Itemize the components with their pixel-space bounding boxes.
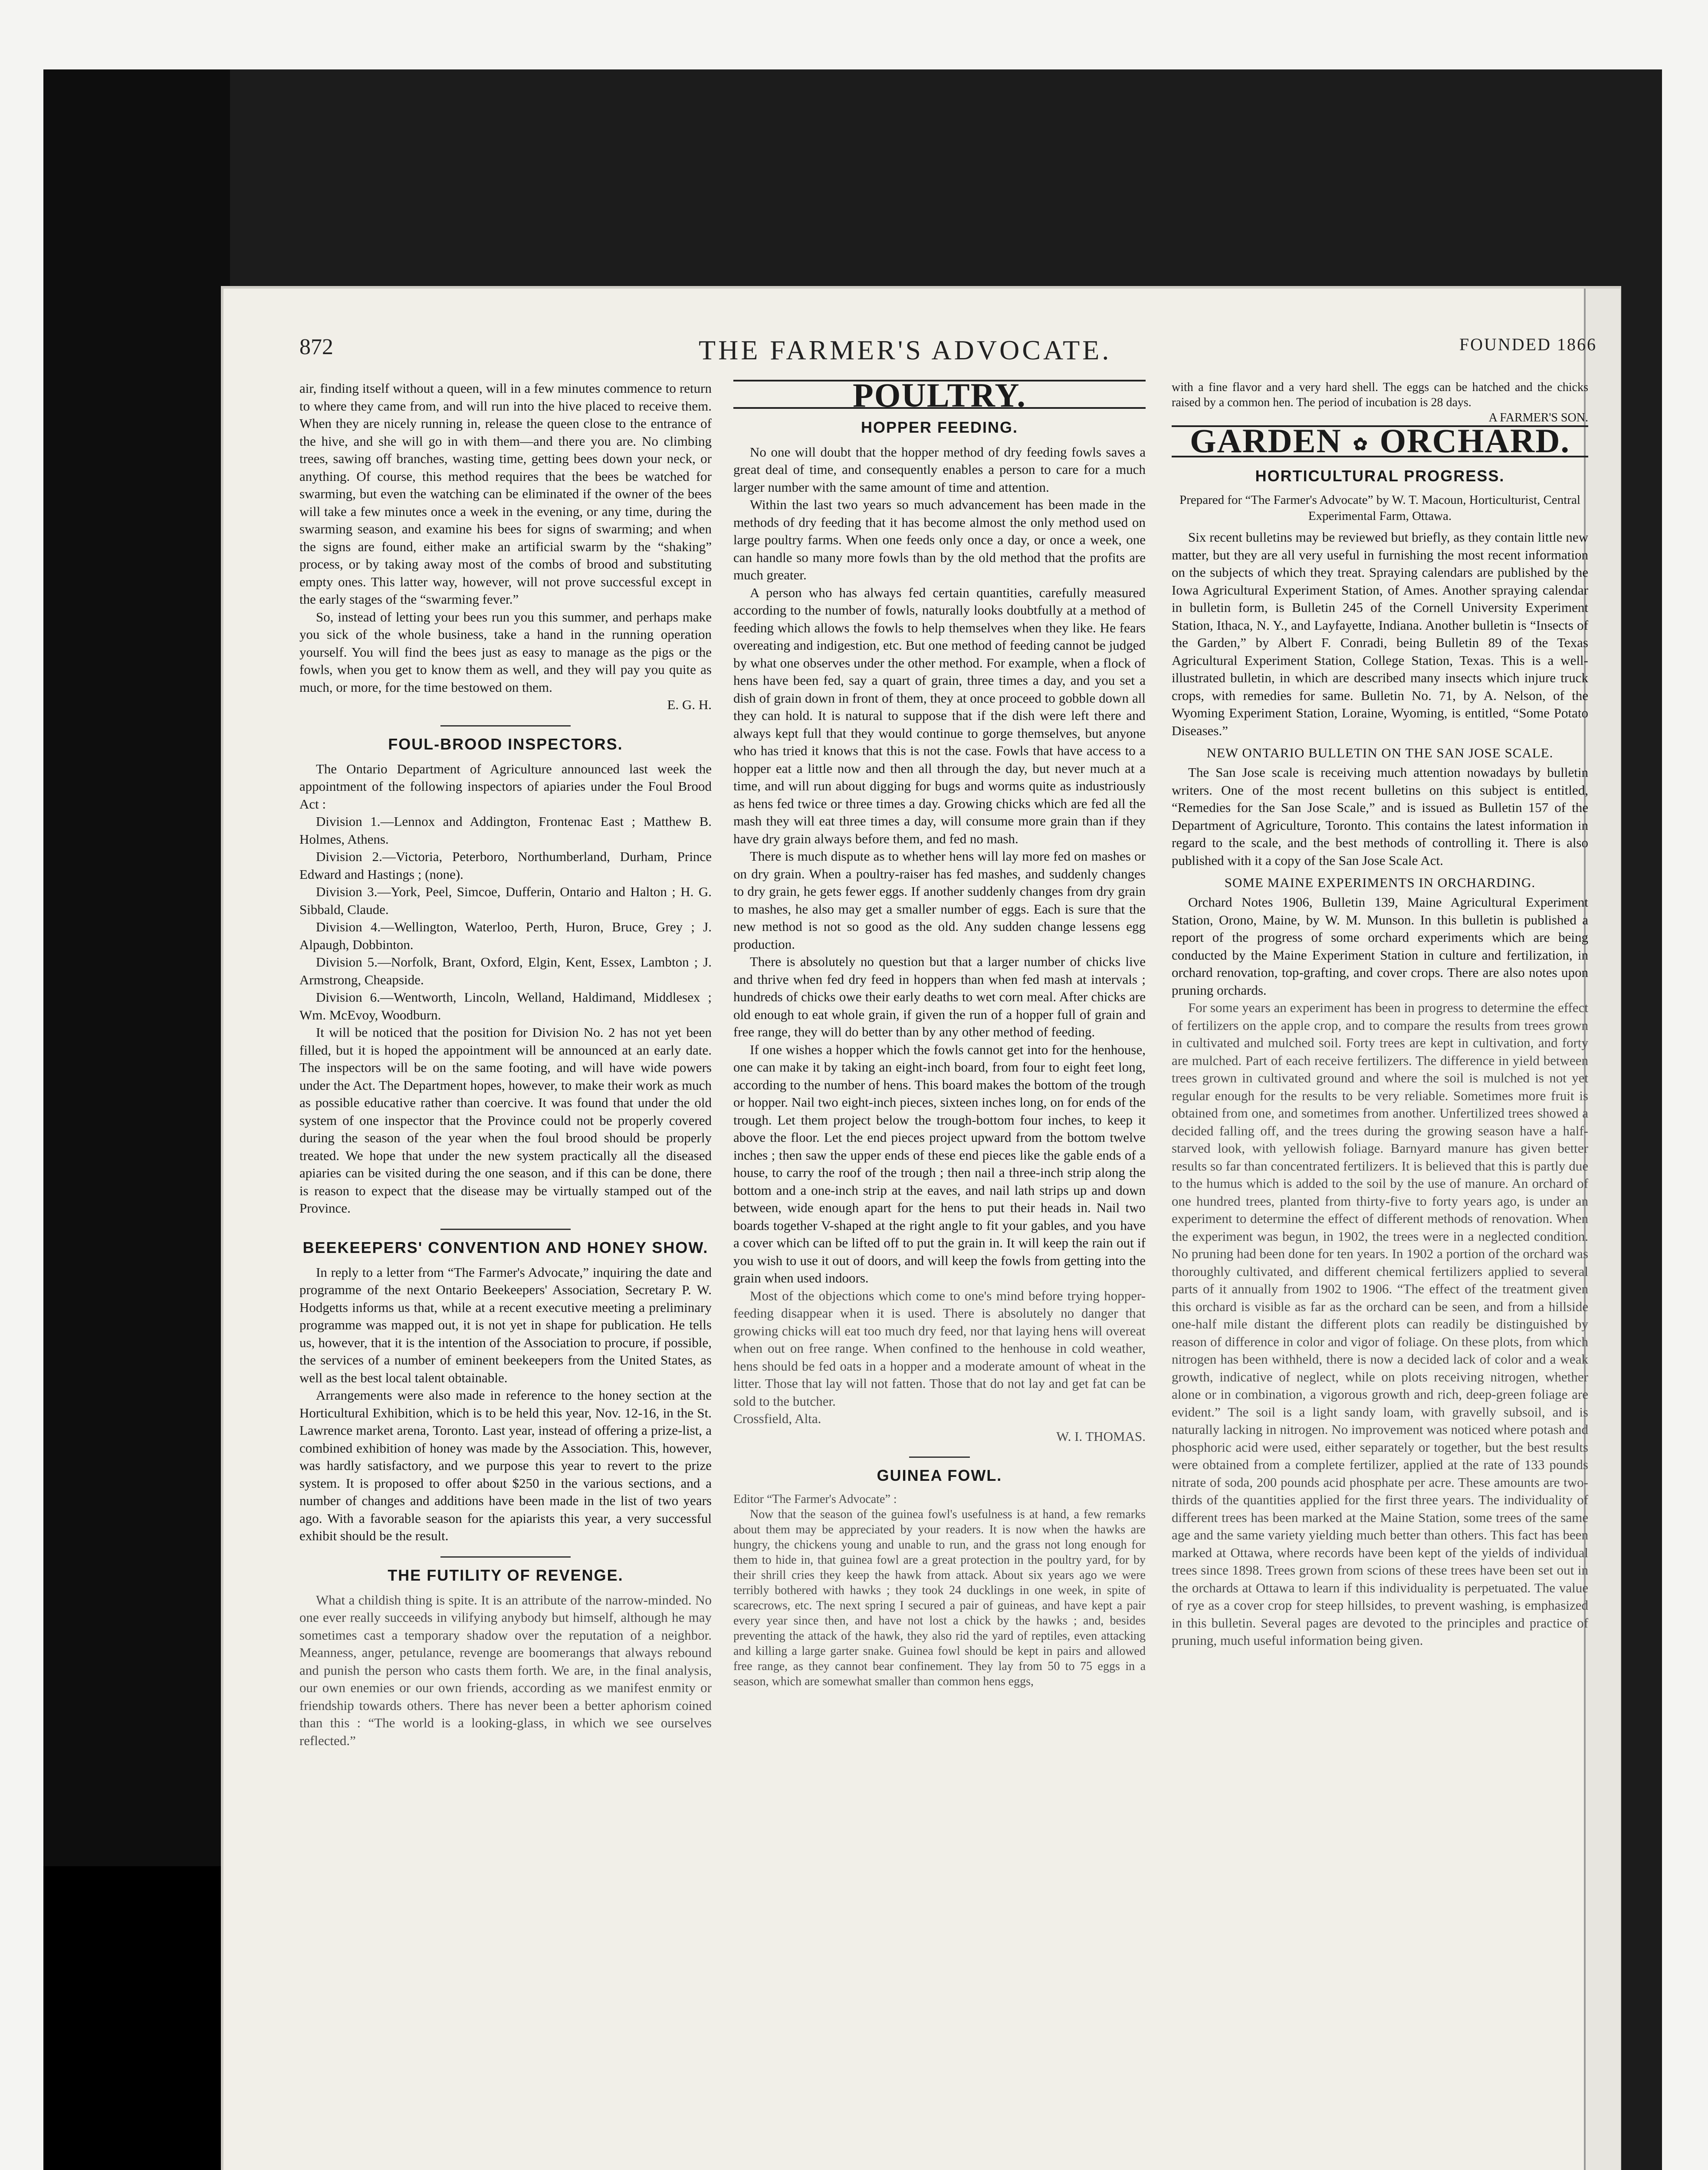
column-2: [733, 376, 1146, 1689]
signature: A FARMER'S SON.: [1488, 411, 1588, 424]
article-paragraph: It will be noticed that the position for Division No. 2 has not yet been filled, but it is hoped the appointment will be announced at an early date. The inspectors will be on the same footing, and will have wide powers under the Act. The Department hopes, however, to make their work as much as possible educative rather than coercive. It was found that under the old system of one inspector that the Province could not be properly covered during the season of the year when the foul brood should be properly treated. We hope that under the new system practically all the diseased apiaries can be visited during the one season, and if this can be done, there is reason to expect that the disease may be virtually stamped out of the Province.: [299, 1025, 712, 1216]
article-paragraph: The San Jose scale is receiving much attention nowadays by bulletin writers. One of the most recent bulletins on this subject is entitled, “Remedies for the San Jose Scale,” and is issued as Bulletin 157 of the Department of Agriculture, Toronto. This contains the latest information in regard to the scale, and the best methods of controlling it. There is also published with it a copy of the San Jose Scale Act.: [1172, 765, 1588, 868]
subheading: SOME MAINE EXPERIMENTS IN ORCHARDING.: [1224, 875, 1536, 891]
page-header: [299, 334, 1597, 369]
poultry-banner: POULTRY.: [733, 380, 1146, 409]
salutation: Editor “The Farmer's Advocate” :: [733, 1493, 897, 1506]
founded-note: FOUNDED 1866: [1459, 335, 1597, 354]
article-paragraph: There is much dispute as to whether hens will lay more fed on mashes or on dry grain. When a poultry-raiser has fed mashes, and suddenly changes to dry grain, he gets fewer eggs. If another suddenly changes from dry grain to mashes, he also may get a smaller number of eggs. Each is sure that the new method is not so good as the old. Any sudden change lessens egg production.: [733, 848, 1146, 952]
article-paragraph: air, finding itself without a queen, will in a few minutes commence to return to where they came from, and will run into the hive placed to receive them. When they are nicely running in, release the queen close to the entrance of the hive, and she will go in with them—and there you are. No climbing trees, sawing off branches, wasting time, getting bees down your neck, or anything. Of course, this method requires that the bees be watched for swarming, but even the watching can be eliminated if the owner of the bees will take a few minutes once a week in the evening, or any time, during the swarming season, and examine his bees for signs of swarming; and when the signs are found, either make an artificial swarm by the “shaking” process, or by taking away most of the combs of brood and substituting empty ones. This latter way, however, will not prove successful except in the early stages of the “swarming fever.”: [299, 381, 712, 607]
division-item: Division 2.—Victoria, Peterboro, Northumberland, Durham, Prince Edward and Hastings ; (none).: [299, 849, 712, 882]
article-paragraph: Now that the season of the guinea fowl's usefulness is at hand, a few remarks about them may be appreciated by your readers. It is now when the hawks are hungry, the chickens young and unable to run, and the grass not long enough for them to hide in, that guinea fowl are a great protection in the poultry yard, for by their shrill cries they keep the hawk from attack. About six years ago we were terribly bothered with hawks ; they took 24 ducklings in one week, in spite of scarecrows, etc. The next spring I secured a pair of guineas, and have kept a pair every year since then, and have not lost a chick by the hawks ; and, besides preventing the attack of the hawk, they also rid the yard of reptiles, even attacking and killing a large garter snake. Guinea fowl should be kept in pairs and allowed free range, as they cannot bear confinement. They lay from 50 to 75 eggs in a season, which are somewhat smaller than common hens eggs,: [733, 1508, 1146, 1688]
divider: [440, 1229, 571, 1230]
signature: E. G. H.: [667, 697, 712, 712]
film-dark-band-left: [43, 69, 230, 2170]
column-3: [1172, 380, 1588, 1650]
banner-word: GARDEN: [1189, 422, 1342, 460]
section-heading: GUINEA FOWL.: [877, 1466, 1002, 1484]
article-paragraph: Orchard Notes 1906, Bulletin 139, Maine Agricultural Experiment Station, Orono, Maine, by W. M. Munson. In this bulletin is published a report of the progress of some orchard experiments which are being conducted by the Maine Experiment Station in culture and fertilization, in orchard renovation, top-grafting, and cover crops. There are also notes upon pruning orchards.: [1172, 894, 1588, 998]
article-paragraph: with a fine flavor and a very hard shell. The eggs can be hatched and the chicks raised by a common hen. The period of incubation is 28 days.: [1172, 381, 1588, 409]
section-heading: BEEKEEPERS' CONVENTION AND HONEY SHOW.: [302, 1238, 709, 1256]
article-paragraph: So, instead of letting your bees run you this summer, and perhaps make you sick of the whole business, take a hand in the running operation yourself. You will find the bees just as easy to manage as the pigs or the fowls, when you get to know them as well, and they will pay you quite as much, or more, for the time bestowed on them.: [299, 609, 712, 695]
byline: Prepared for “The Farmer's Advocate” by W. T. Macoun, Horticulturist, Central Experimental Farm, Ottawa.: [1179, 493, 1580, 523]
section-heading: FOUL-BROOD INSPECTORS.: [388, 735, 623, 753]
article-paragraph: A person who has always fed certain quantities, carefully measured according to the number of fowls, naturally looks doubtfully at a method of feeding which allows the fowls to help themselves when they like. He fears overeating and indigestion, etc. But one method of feeding cannot be judged by what one observes under the other method. For example, when a flock of hens have been fed, say a quart of grain, three times a day, and you set a dish of grain down in front of them, they at once proceed to gobble down all they can hold. It is natural to suppose that if the dish were left there and always kept full that they would continue to gorge themselves, but anyone who has tried it knows that this is not the case. Fowls that have access to a hopper eat a little now and then all through the day, but never much at a time, and will run about digging for bugs and worms quite as industriously as hens fed twice or three times a day. Growing chicks which are fed all the mash they will eat three times a day, will consume more grain than if they have dry grain always before them, and fed no mash.: [733, 585, 1146, 846]
article-paragraph: For some years an experiment has been in progress to determine the effect of fertilizers on the apple crop, and to compare the results from trees grown in cultivated and mulched soil. Forty trees are kept in cultivation, and forty are mulched. Part of each receive fertilizers. The difference in yield between trees grown in cultivated ground and where the soil is mulched is not yet regular enough for the results to be very reliable. Sometimes more fruit is obtained from one, and sometimes from another. Unfertilized trees showed a decided falling off, and the trees during the growing season have a half-starved look, with yellowish foliage. Barnyard manure has given better results so far than concentrated fertilizers. It is believed that this is partly due to the humus which is added to the soil by the use of manure. An orchard of one hundred trees, planted from thirty-five to forty years ago, is under an experiment to determine the effect of different methods of renovation. When the experiment was begun, in 1902, the trees were in a neglected condition. No pruning had been done for ten years. In 1902 a portion of the orchard was thoroughly cultivated, and different chemical fertilizers applied to several parts of it annually from 1902 to 1906. “The effect of the treatment given this orchard is visible as far as the orchard can be seen, and from a hillside one-half mile distant the different plots can readily be distinguished by reason of difference in color and vigor of foliage. On these plots, from which nitrogen has been withheld, there is now a decided lack of color and a weak growth, indicative of neglect, while on plots receiving nitrogen, whether alone or in combination, a vigorous growth and rich, deep-green foliage are evident.” The soil is a light sandy loam, with gravelly subsoil, and is naturally lacking in nitrogen. No improvement was noticed where potash and phosphoric acid were used, either separately or together, but the best results were obtained from a complete fertilizer, applied at the rate of 133 pounds nitrate of soda, 200 pounds acid phosphate per acre. These amounts are two-thirds of the quantities applied for the first three years. The individuality of different trees has been marked at the Maine Station, some trees of the same age and the same variety yielding much better than others. This fact has been marked at Ottawa, where records have been kept of the yields of individual trees since 1898. Trees grown from scions of these trees have been set out in the orchards at Ottawa to learn if this individuality is perpetuated. The value of rye as a cover crop for steep hillsides, to prevent washing, is emphasized in this bulletin. Several pages are devoted to the principles and practice of pruning, much useful information being given.: [1172, 1000, 1588, 1648]
signature: W. I. THOMAS.: [1056, 1428, 1146, 1444]
section-heading: HORTICULTURAL PROGRESS.: [1255, 467, 1505, 485]
division-item: Division 5.—Norfolk, Brant, Oxford, Elgin, Kent, Essex, Lambton ; J. Armstrong, Cheapside.: [299, 954, 712, 987]
article-paragraph: The Ontario Department of Agriculture announced last week the appointment of the following inspectors of apiaries under the Foul Brood Act :: [299, 761, 712, 812]
article-paragraph: What a childish thing is spite. It is an attribute of the narrow-minded. No one ever really succeeds in vilifying anybody but himself, although he may sometimes cast a temporary shadow over the reputation of a neighbor. Meanness, anger, petulance, revenge are boomerangs that always rebound and punish the person who casts them forth. We are, in the final analysis, our own enemies or our own friends, according as we manifest enmity or friendship towards others. There has never been a better aphorism coined than this : “The world is a looking-glass, in which we see ourselves reflected.”: [299, 1592, 712, 1748]
banner-word: ORCHARD.: [1380, 422, 1570, 460]
division-item: Division 3.—York, Peel, Simcoe, Dufferin, Ontario and Halton ; H. G. Sibbald, Claude.: [299, 884, 712, 917]
article-paragraph: In reply to a letter from “The Farmer's Advocate,” inquiring the date and programme of the next Ontario Beekeepers' Association, Secretary P. W. Hodgetts informs us that, while at a recent executive meeting a preliminary programme was mapped out, it is not yet in shape for publication. He tells us, however, that it is the intention of the Association to procure, if possible, the services of a number of eminent beekeepers from the United States, as well as the best local talent obtainable.: [299, 1264, 712, 1385]
page-number: 872: [299, 335, 333, 359]
flower-ornament-icon: ✿: [1353, 434, 1369, 454]
article-paragraph: No one will doubt that the hopper method of dry feeding fowls saves a great deal of time, and consequently enables a person to care for a much larger number with the same amount of time and attention.: [733, 444, 1146, 495]
divider: [440, 725, 571, 727]
column-1: [299, 380, 712, 1749]
division-item: Division 1.—Lennox and Addington, Frontenac East ; Matthew B. Holmes, Athens.: [299, 814, 712, 847]
page-edge-strip: [1584, 289, 1620, 2170]
article-paragraph: Within the last two years so much advancement has been made in the methods of dry feeding that it has become almost the only method used on large poultry farms. When one feeds only once a day, or once a week, one can handle so many more fowls than by the old method that the profits are much greater.: [733, 497, 1146, 582]
dateline: Crossfield, Alta.: [733, 1411, 821, 1426]
divider: [440, 1556, 571, 1558]
division-item: Division 4.—Wellington, Waterloo, Perth, Huron, Bruce, Grey ; J. Alpaugh, Dobbinton.: [299, 919, 712, 952]
article-paragraph: If one wishes a hopper which the fowls cannot get into for the henhouse, one can make it by taking an eight-inch board, from four to eight feet long, according to the number of hens. This board makes the bottom of the trough or hopper. Nail two eight-inch pieces, sixteen inches long, on for ends of the trough. Let them project below the trough-bottom four inches, to keep it above the floor. Let the end pieces project upward from the bottom twelve inches ; then saw the upper ends of these end pieces like the gable ends of a house, to carry the roof of the trough ; then nail a three-inch strip along the bottom and a one-inch strip at the eaves, and nail lath strips up and down between, wide enough apart for the hens to put their heads in. Nail two boards together V-shaped at the right angle to fit your gables, and you have a cover which can be lifted off to put the grain in. It will keep the rain out if you wish to use it out of doors, and will keep the fowls from getting into the grain when used indoors.: [733, 1042, 1146, 1286]
section-heading: HOPPER FEEDING.: [861, 418, 1018, 436]
divider: [909, 1457, 970, 1458]
article-paragraph: Arrangements were also made in reference to the honey section at the Horticultural Exhibition, which is to be held this year, Nov. 12-16, in the St. Lawrence market arena, Toronto. Last year, instead of offering a prize-list, a combined exhibition of honey was made by the Association. This, however, was hardly satisfactory, and we purpose this year to revert to the prize system. It is proposed to offer about $250 in the various sections, and a number of changes and additions have been made in the list of two years ago. With a favorable season for the apiarists this year, a very successful exhibit should be the result.: [299, 1387, 712, 1543]
article-paragraph: Most of the objections which come to one's mind before trying hopper-feeding disappear when it is used. There is absolutely no danger that growing chicks will eat too much dry feed, nor that laying hens will overeat when out on free range. When confined to the henhouse in cold weather, hens should be fed oats in a hopper and a moderate amount of wheat in the litter. Those that lay will not fatten. Those that do not lay and get fat can be sold to the butcher.: [733, 1288, 1146, 1409]
article-paragraph: Six recent bulletins may be reviewed but briefly, as they contain little new matter, but they are all very useful in furnishing the most recent information on the subjects of which they treat. Spraying calendars are published by the Iowa Agricultural Experiment Station, of Ames. Another spraying calendar in bulletin form, is Bulletin 245 of the Cornell University Experiment Station, Ithaca, N. Y., and Layfayette, Indiana. Another bulletin is “Insects of the Garden,” by Albert F. Conradi, being Bulletin 89 of the Texas Agricultural Experiment Station, College Station, Texas. This is a well-illustrated bulletin, in which are described many insects which injure truck crops, with remedies for same. Bulletin No. 71, by A. Nelson, of the Wyoming Experiment Station, Loraine, Wyoming, is entitled, “Some Potato Diseases.”: [1172, 529, 1588, 738]
section-heading: THE FUTILITY OF REVENGE.: [388, 1566, 624, 1584]
division-item: Division 6.—Wentworth, Lincoln, Welland, Haldimand, Middlesex ; Wm. McEvoy, Woodburn.: [299, 990, 712, 1023]
article-paragraph: There is absolutely no question but that a larger number of chicks live and thrive when fed dry feed in hoppers than when fed mash at intervals ; hundreds of chicks owe their early deaths to wet corn meal. After chicks are old enough to eat whole grain, if given the run of a hopper full of grain and free range, they will do better than by any other method of feeding.: [733, 954, 1146, 1039]
scan-shadow: [43, 1866, 223, 2170]
subheading: NEW ONTARIO BULLETIN ON THE SAN JOSE SCALE.: [1206, 745, 1554, 761]
garden-orchard-banner: [1172, 422, 1588, 460]
journal-title: THE FARMER'S ADVOCATE.: [699, 335, 1112, 365]
